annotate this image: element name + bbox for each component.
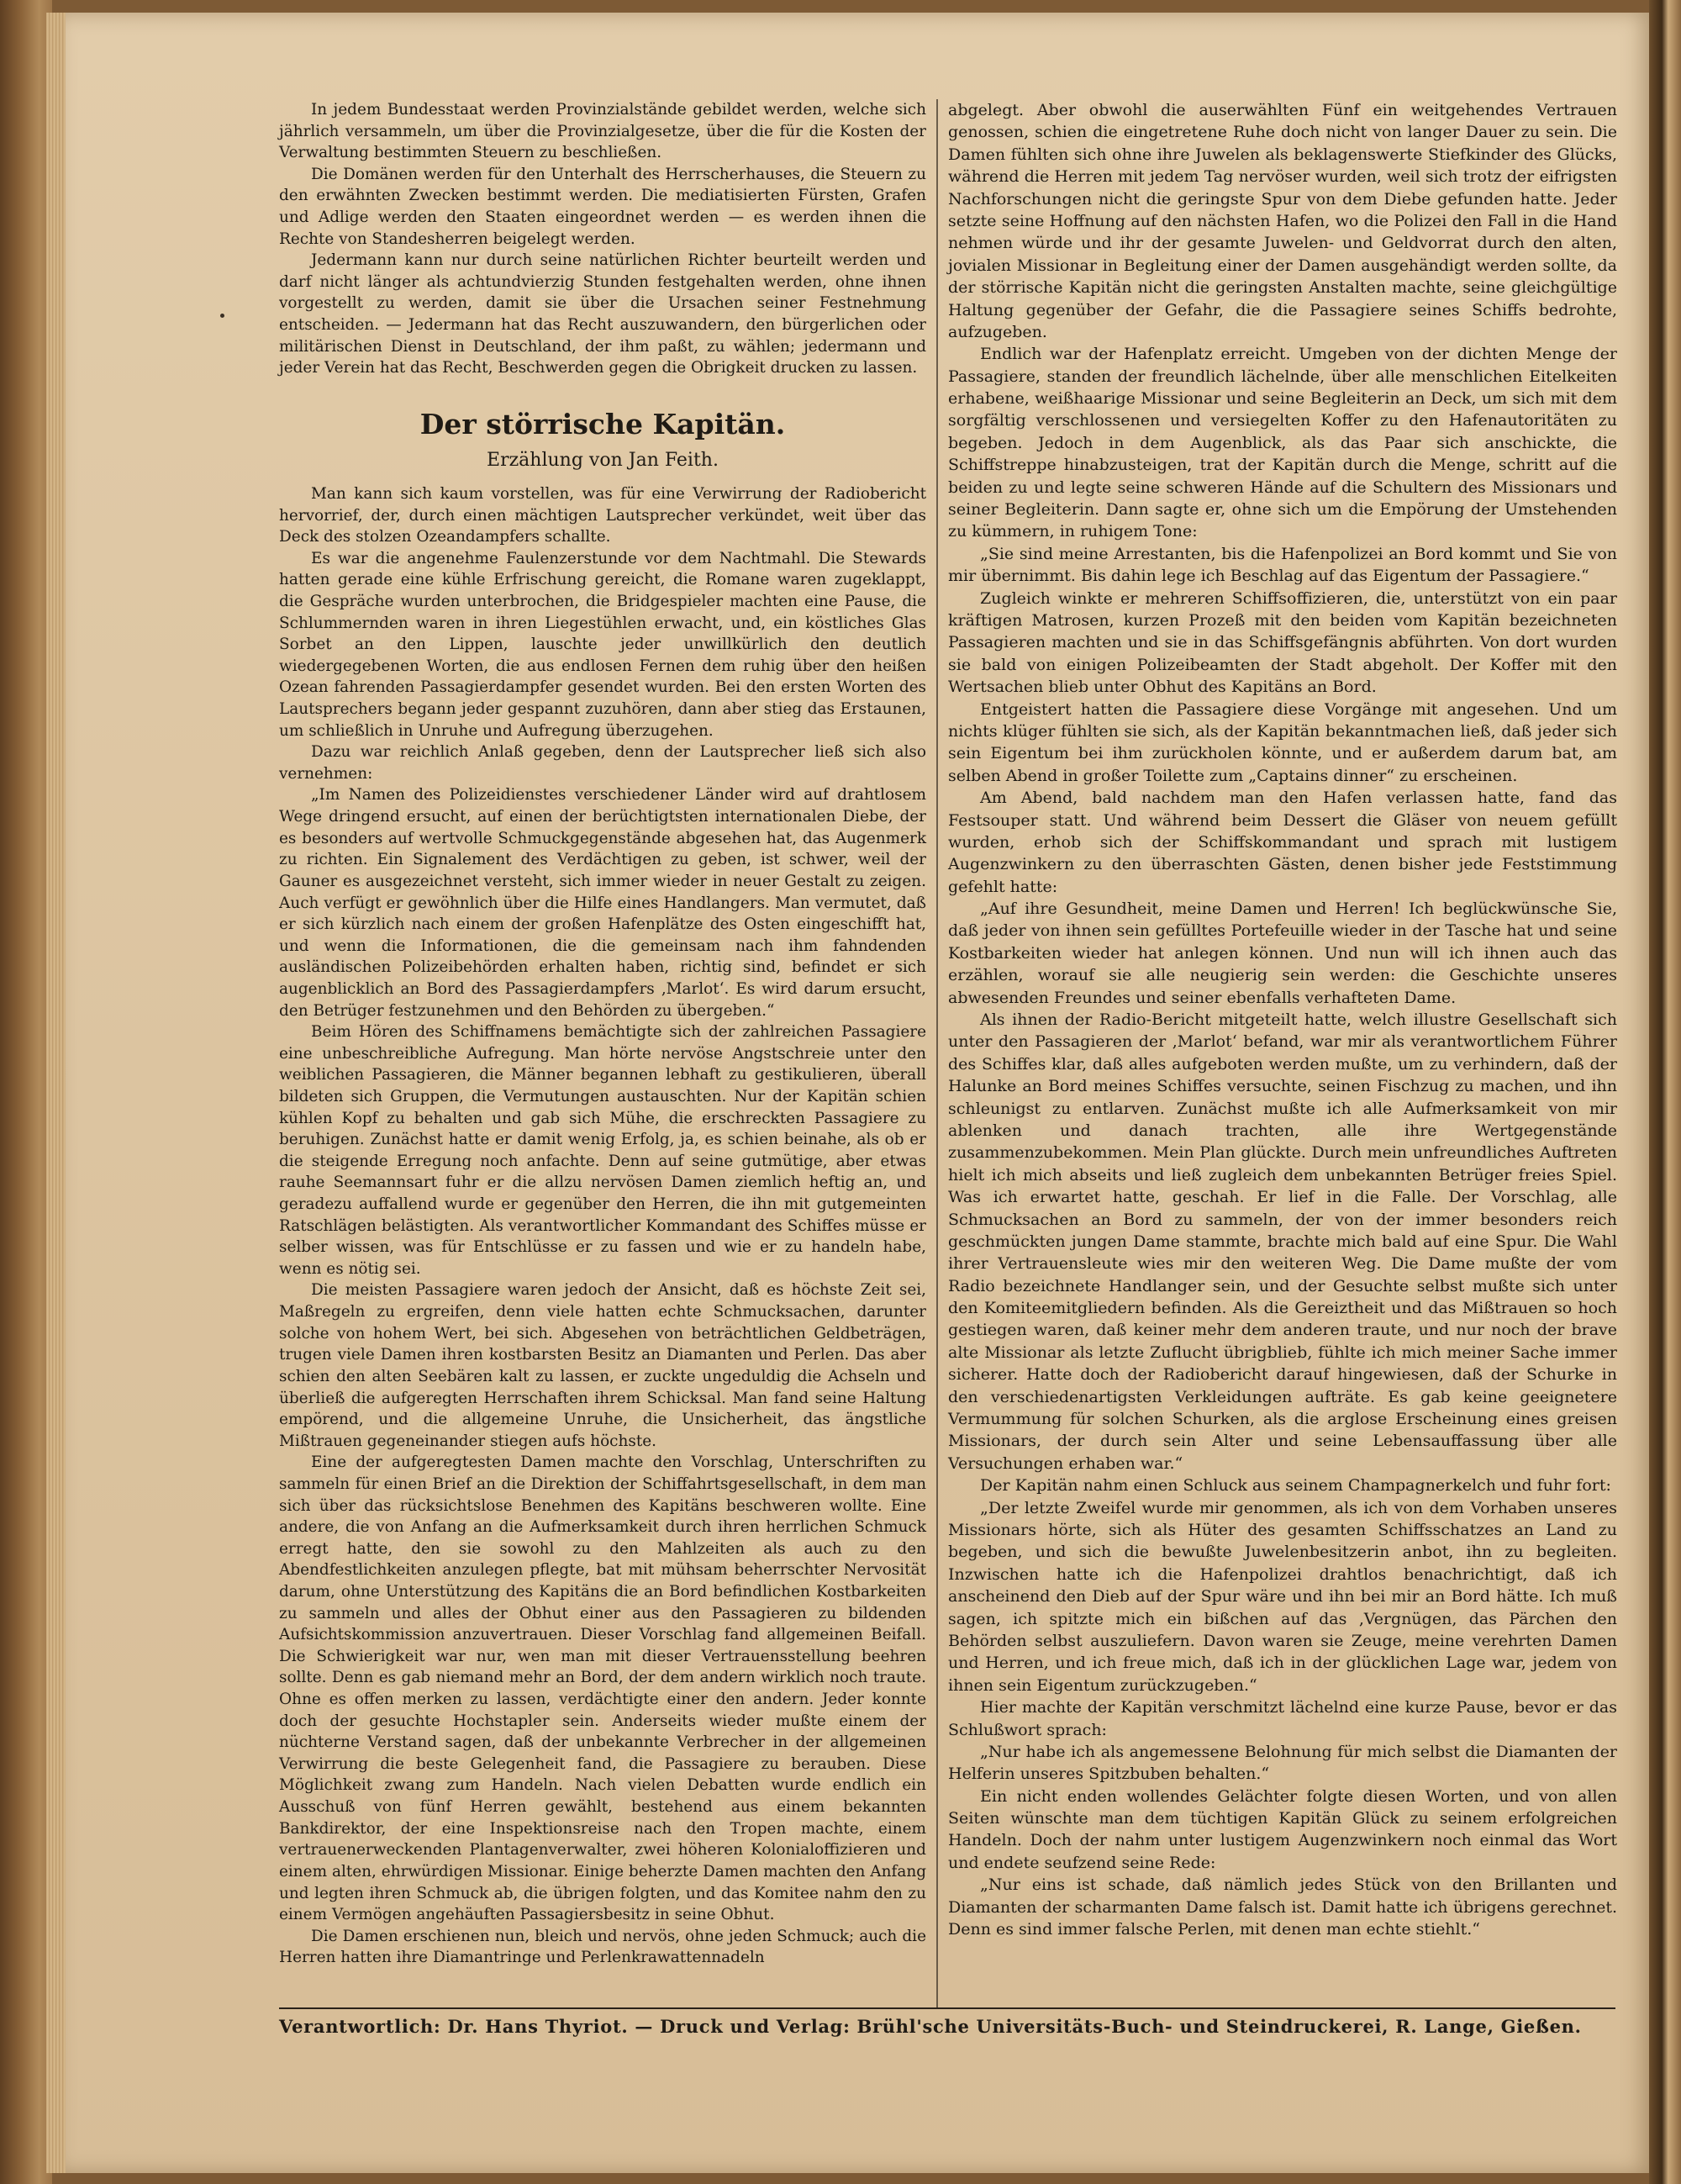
story-paragraph: „Auf ihre Gesundheit, meine Damen und Herren! Ich beglückwünsche Sie, daß jeder von ihnen sein gefülltes Portefeuille wieder in der Tasche hat und seine Kostbarkeiten wieder hat anlegen können. Und nun will ich ihnen auch das erzählen, worauf sie alle neugierig sein werden: die Geschichte unseres abwesenden Freundes und seiner ebenfalls verhafteten Dame. (948, 899, 1617, 1007)
story-paragraph: Man kann sich kaum vorstellen, was für eine Verwirrung der Radiobericht hervorrief, der, durch einen mächtigen Lautsprecher verkündet, weit über das Deck des stolzen Ozeandampfers schallte. (279, 484, 926, 546)
story-paragraph: Zugleich winkte er mehreren Schiffsoffizieren, die, unterstützt von ein paar kräftigen Matrosen, kurzen Prozeß mit den beiden vom Kapitän bezeichneten Passagieren machten und sie in das Schiffsgefängnis abführten. Von dort wurden sie bald von einigen Polizeibeamten der Stadt abgeholt. Der Koffer mit den Wertsachen blieb unter Obhut des Kapitäns an Bord. (948, 588, 1617, 697)
story-paragraph: Hier machte der Kapitän verschmitzt lächelnd eine kurze Pause, bevor er das Schlußwort sprach: (948, 1698, 1617, 1739)
story-paragraph: Ein nicht enden wollendes Gelächter folgte diesen Worten, und von allen Seiten wünschte man dem tüchtigen Kapitän Glück zu seinem erfolgreichen Handeln. Doch der nahm unter lustigem Augenzwinkern noch einmal das Wort und endete seufzend seine Rede: (948, 1786, 1617, 1872)
book-gutter-right (1649, 0, 1681, 2184)
story-paragraph: Eine der aufgeregtesten Damen machte den Vorschlag, Unterschriften zu sammeln für einen Brief an die Direktion der Schiffahrtsgesellschaft, in dem man sich über das rücksichtslose Benehmen des Kapitäns beschweren wollte. Eine andere, die von Anfang an die Aufmerksamkeit durch ihren herrlichen Schmuck erregt hatte, den sie sowohl zu den Mahlzeiten als auch zu den Abendfestlichkeiten anzulegen pflegte, bat mit mühsam beherrschter Nervosität darum, ohne Unterstützung des Kapitäns die an Bord befindlichen Kostbarkeiten zu sammeln und alles der Obhut einer aus den Passagieren zu bildenden Aufsichtskommission anzuvertrauen. Dieser Vorschlag fand allgemeinen Beifall. Die Schwierigkeit war nur, wen man mit dieser Vertrauensstellung beehren sollte. Denn es gab niemand mehr an Bord, der dem andern wirklich noch traute. Ohne es offen merken zu lassen, verdächtigte einer den andern. Jeder konnte doch der gesuchte Hochstapler sein. Anderseits wieder mußte einem der nüchterne Verstand sagen, daß der unbekannte Verbrecher in der allgemeinen Verwirrung die beste Gelegenheit fand, die Passagiere zu berauben. Diese Möglichkeit zwang zum Handeln. Nach vielen Debatten wurde endlich ein Ausschuß von fünf Herren gewählt, bestehend aus einem bekannten Bankdirektor, der eine Inspektionsreise nach den Tropen machte, einem vertrauenerweckenden Plantagenverwalter, zwei höheren Kolonialoffizieren und einem alten, ehrwürdigen Missionar. Einige beherzte Damen machten den Anfang und legten ihren Schmuck ab, die übrigen folgten, und das Komitee nahm den zu einem Vermögen angehäuften Passagiersbesitz in seine Obhut. (279, 1453, 926, 1924)
story-paragraph: „Sie sind meine Arrestanten, bis die Hafenpolizei an Bord kommt und Sie von mir übernimmt. Bis dahin lege ich Beschlag auf das Eigentum der Passagiere.“ (948, 544, 1617, 586)
story-paragraph: abgelegt. Aber obwohl die auserwählten Fünf ein weitgehendes Vertrauen genossen, schien die eingetretene Ruhe doch nicht von langer Dauer zu sein. Die Damen fühlten sich ohne ihre Juwelen als beklagenswerte Stiefkinder des Glücks, während die Herren mit jedem Tag nervöser wurden, weil sich trotz der eifrigsten Nachforschungen nicht die geringste Spur von dem Diebe gefunden hatte. Jeder setzte seine Hoffnung auf den nächsten Hafen, wo die Polizei den Fall in die Hand nehmen würde und ihr der gesamte Juwelen- und Geldvorrat durch den alten, jovialen Missionar in Begleitung einer der Damen ausgehändigt werden sollte, da der störrische Kapitän nicht die geringsten Anstalten machte, seine gleichgültige Haltung gegenüber der Gefahr, die die Passagiere seines Schiffs bedrohte, aufzugeben. (948, 101, 1617, 341)
right-column (948, 99, 1617, 1940)
story-byline: Erzählung von Jan Feith. (487, 449, 719, 471)
story-paragraph: Endlich war der Hafenplatz erreicht. Umgeben von der dichten Menge der Passagiere, standen der freundlich lächelnde, über alle menschlichen Eitelkeiten erhabene, weißhaarige Missionar und seine Begleiterin an Deck, um sich mit dem sorgfältig verschlossenen und versiegelten Koffer zu den Hafenautoritäten zu begeben. Jedoch in dem Augenblick, als das Paar sich anschickte, die Schiffstreppe hinabzusteigen, trat der Kapitän durch die Menge, schritt auf die beiden zu und legte seine schweren Hände auf die Schultern des Missionars und seiner Begleiterin. Dann sagte er, ohne sich um die Empörung der Umstehenden zu kümmern, in ruhigem Tone: (948, 345, 1617, 541)
story-title: Der störrische Kapitän. (419, 407, 786, 440)
story-paragraph: „Nur eins ist schade, daß nämlich jedes Stück von den Brillanten und Diamanten der scharmanten Dame falsch ist. Damit hatte ich übrigens gerechnet. Denn es sind immer falsche Perlen, mit denen man echte stiehlt.“ (948, 1875, 1617, 1939)
story-paragraph: Am Abend, bald nachdem man den Hafen verlassen hatte, fand das Festsouper statt. Und während beim Dessert die Gläser von neuem gefüllt wurden, erhob sich der Schiffskommandant und sprach mit lustigem Augenzwinkern zu den überraschten Gästen, denen bisher jede Feststimmung gefehlt hatte: (948, 789, 1617, 896)
story-paragraph: Es war die angenehme Faulenzerstunde vor dem Nachtmahl. Die Stewards hatten gerade eine kühle Erfrischung gereicht, die Romane waren zugeklappt, die Gespräche wurden unterbrochen, die Bridgespieler machten eine Pause, die Schlummernden waren in ihren Liegestühlen erwacht, und, ein köstliches Glas Sorbet an den Lippen, lauschte jeder unwillkürlich den deutlich wiedergegebenen Worten, die aus endlosen Fernen dem ruhig über den heißen Ozean fahrenden Passagierdampfer gesendet wurden. Bei den ersten Worten des Lautsprechers begann jeder gespannt zuzuhören, dann aber stieg das Erstaunen, um schließlich in Unruhe und Aufregung überzugehen. (279, 549, 926, 740)
intro-paragraph: In jedem Bundesstaat werden Provinzialstände gebildet werden, welche sich jährlich versammeln, um über die Provinzialgesetze, über die für die Kosten der Verwaltung bestimmten Steuern zu beschließen. (279, 101, 926, 162)
left-column (279, 99, 926, 1969)
footer-imprint: Verantwortlich: Dr. Hans Thyriot. — Druck und Verlag: Brühl'sche Universitäts-Buch- und Steindruckerei, R. Lange, Gießen. (279, 2016, 1582, 2037)
story-paragraph: Die Damen erschienen nun, bleich und nervös, ohne jeden Schmuck; auch die Herren hatten ihre Diamantringe und Perlenkrawattennadeln (279, 1927, 926, 1967)
intro-section (279, 99, 926, 379)
footer-rule (279, 2007, 1615, 2009)
story-paragraph: „Im Namen des Polizeidienstes verschiedener Länder wird auf drahtlosem Wege dringend ersucht, auf einen der berüchtigtsten internationalen Diebe, der es besonders auf wertvolle Schmuckgegenstände abgesehen hat, das Augenmerk zu richten. Ein Signalement des Verdächtigen zu geben, ist schwer, weil der Gauner es ausgezeichnet versteht, sich immer wieder in neuer Gestalt zu zeigen. Auch verfügt er gewöhnlich über die Hilfe eines Handlangers. Man vermutet, daß er sich kürzlich nach einem der großen Hafenplätze des Osten eingeschifft hat, und wenn die Informationen, die die gemeinsam nach ihm fahndenden ausländischen Polizeibehörden erhalten haben, richtig sind, befindet er sich augenblicklich an Bord des Passagierdampfers ‚Marlot‘. Es wird darum ersucht, den Betrüger festzunehmen und den Behörden zu übergeben.“ (279, 786, 926, 1020)
story-section-left (279, 483, 926, 1969)
story-paragraph: Als ihnen der Radio-Bericht mitgeteilt hatte, welch illustre Gesellschaft sich unter den Passagieren der ‚Marlot‘ befand, war mir als verantwortlichem Führer des Schiffes klar, daß alles aufgeboten werden mußte, um zu verhindern, daß der Halunke an Bord meines Schiffes versuchte, seinen Fischzug zu machen, und ihn schleunigst zu entlarven. Zunächst mußte ich alle Aufmerksamkeit von mir ablenken und danach trachten, alle ihre Wertgegenstände zusammenzubekommen. Mein Plan glückte. Durch mein unfreundliches Auftreten hielt ich mich abseits und ließ zugleich dem unbekannten Betrüger freies Spiel. Was ich erwartet hatte, geschah. Er lief in die Falle. Der Vorschlag, alle Schmucksachen an Bord zu sammeln, der von der immer besonders reich geschmückten jungen Dame stammte, brachte mich bald auf eine Spur. Die Wahl ihrer Vertrauensleute wies mir den weiteren Weg. Die Dame mußte der vom Radio bezeichnete Handlanger sein, und der Gesuchte selbst mußte sich unter den Komiteemitgliedern befinden. Als die Gereiztheit und das Mißtrauen so hoch gestiegen waren, daß keiner mehr dem anderen traute, und nur noch der brave alte Missionar als letzte Zuflucht übrigblieb, fühlte ich mich meiner Sache immer sicherer. Hatte doch der Radiobericht darauf hingewiesen, daß der Schurke in den verschiedenartigsten Verkleidungen aufträte. Es gab keine geeignetere Vermummung für solchen Schurken, als die arglose Erscheinung eines greisen Missionars, der durch sein Alter und seine Lebensauffassung über alle Versuchungen erhaben war.“ (948, 1010, 1617, 1473)
intro-paragraph: Jedermann kann nur durch seine natürlichen Richter beurteilt werden und darf nicht länger als achtundvierzig Stunden festgehalten werden, ohne ihnen vorgestellt zu werden, damit sie über die Ursachen seiner Festnehmung entscheiden. — Jedermann hat das Recht auszuwandern, den bürgerlichen oder militärischen Dienst in Deutschland, der ihm paßt, zu wählen; jedermann und jeder Verein hat das Recht, Beschwerden gegen die Obrigkeit drucken zu lassen. (279, 251, 926, 377)
column-divider (936, 99, 938, 2009)
story-paragraph: Beim Hören des Schiffnamens bemächtigte sich der zahlreichen Passagiere eine unbeschreibliche Aufregung. Man hörte nervöse Angstschreie unter den weiblichen Passagieren, die Männer begannen lebhaft zu gestikulieren, überall bildeten sich Gruppen, die Vermutungen austauschten. Nur der Kapitän schien kühlen Kopf zu behalten und gab sich Mühe, die erschreckten Passagiere zu beruhigen. Zunächst hatte er damit wenig Erfolg, ja, es schien beinahe, als ob er die steigende Erregung noch anfachte. Denn auf seine gutmütige, aber etwas rauhe Seemannsart fuhr er die allzu nervösen Damen ziemlich heftig an, und geradezu auffallend wurde er gegenüber den Herren, die ihn mit gutgemeinten Ratschlägen belästigten. Als verantwortlicher Kommandant des Schiffes müsse er selber wissen, was für Entschlüsse er zu fassen und wie er zu handeln habe, wenn es nötig sei. (279, 1023, 926, 1278)
book-spine-left (0, 0, 52, 2184)
story-paragraph: „Der letzte Zweifel wurde mir genommen, als ich von dem Vorhaben unseres Missionars hörte, sich als Hüter des gesamten Schiffsschatzes an Land zu begeben, und sich die bewußte Juwelenbesitzerin anbot, ihn zu begleiten. Inzwischen hatte ich die Hafenpolizei drahtlos benachrichtigt, daß ich anscheinend den Dieb auf der Spur wäre und ihn bei mir an Bord hätte. Ich muß sagen, ich spitzte mich ein bißchen auf das ‚Vergnügen, das Pärchen den Behörden selbst auszuliefern. Davon waren sie Zeuge, meine verehrten Damen und Herren, und ich freue mich, daß ich in der glücklichen Lage war, jedem von ihnen sein Eigentum zurückzugeben.“ (948, 1498, 1617, 1695)
story-paragraph: Der Kapitän nahm einen Schluck aus seinem Champagnerkelch und fuhr fort: (980, 1476, 1611, 1496)
margin-mark (220, 314, 224, 318)
story-paragraph: Entgeistert hatten die Passagiere diese Vorgänge mit angesehen. Und um nichts klüger fühlten sie sich, als der Kapitän bekanntmachen ließ, daß jeder sich sein Eigentum bei ihm zurückholen könnte, und er außerdem darum bat, am selben Abend in großer Toilette zum „Captains dinner“ zu erscheinen. (948, 699, 1617, 785)
story-paragraph: Die meisten Passagiere waren jedoch der Ansicht, daß es höchste Zeit sei, Maßregeln zu ergreifen, denn viele hatten echte Schmucksachen, darunter solche von hohem Wert, bei sich. Abgesehen von beträchtlichen Geldbeträgen, trugen viele Damen ihren kostbarsten Besitz an Diamanten und Perlen. Das aber schien den alten Seebären kalt zu lassen, er zuckte ungeduldig die Achseln und überließ die aufgeregten Herrschaften ihrem Schicksal. Man fand seine Haltung empörend, und die allgemeine Unruhe, die Unsicherheit, das ängstliche Mißtrauen gegeneinander stiegen aufs höchste. (279, 1281, 926, 1450)
story-paragraph: „Nur habe ich als angemessene Belohnung für mich selbst die Diamanten der Helferin unseres Spitzbuben behalten.“ (948, 1742, 1617, 1784)
intro-paragraph: Die Domänen werden für den Unterhalt des Herrscherhauses, die Steuern zu den erwähnten Zwecken bestimmt werden. Die mediatisierten Fürsten, Grafen und Adlige werden den Staaten eingeordnet werden — es werden ihnen die Rechte von Standesherren beigelegt werden. (279, 165, 926, 248)
story-paragraph: Dazu war reichlich Anlaß gegeben, denn der Lautsprecher ließ sich also vernehmen: (279, 743, 926, 783)
